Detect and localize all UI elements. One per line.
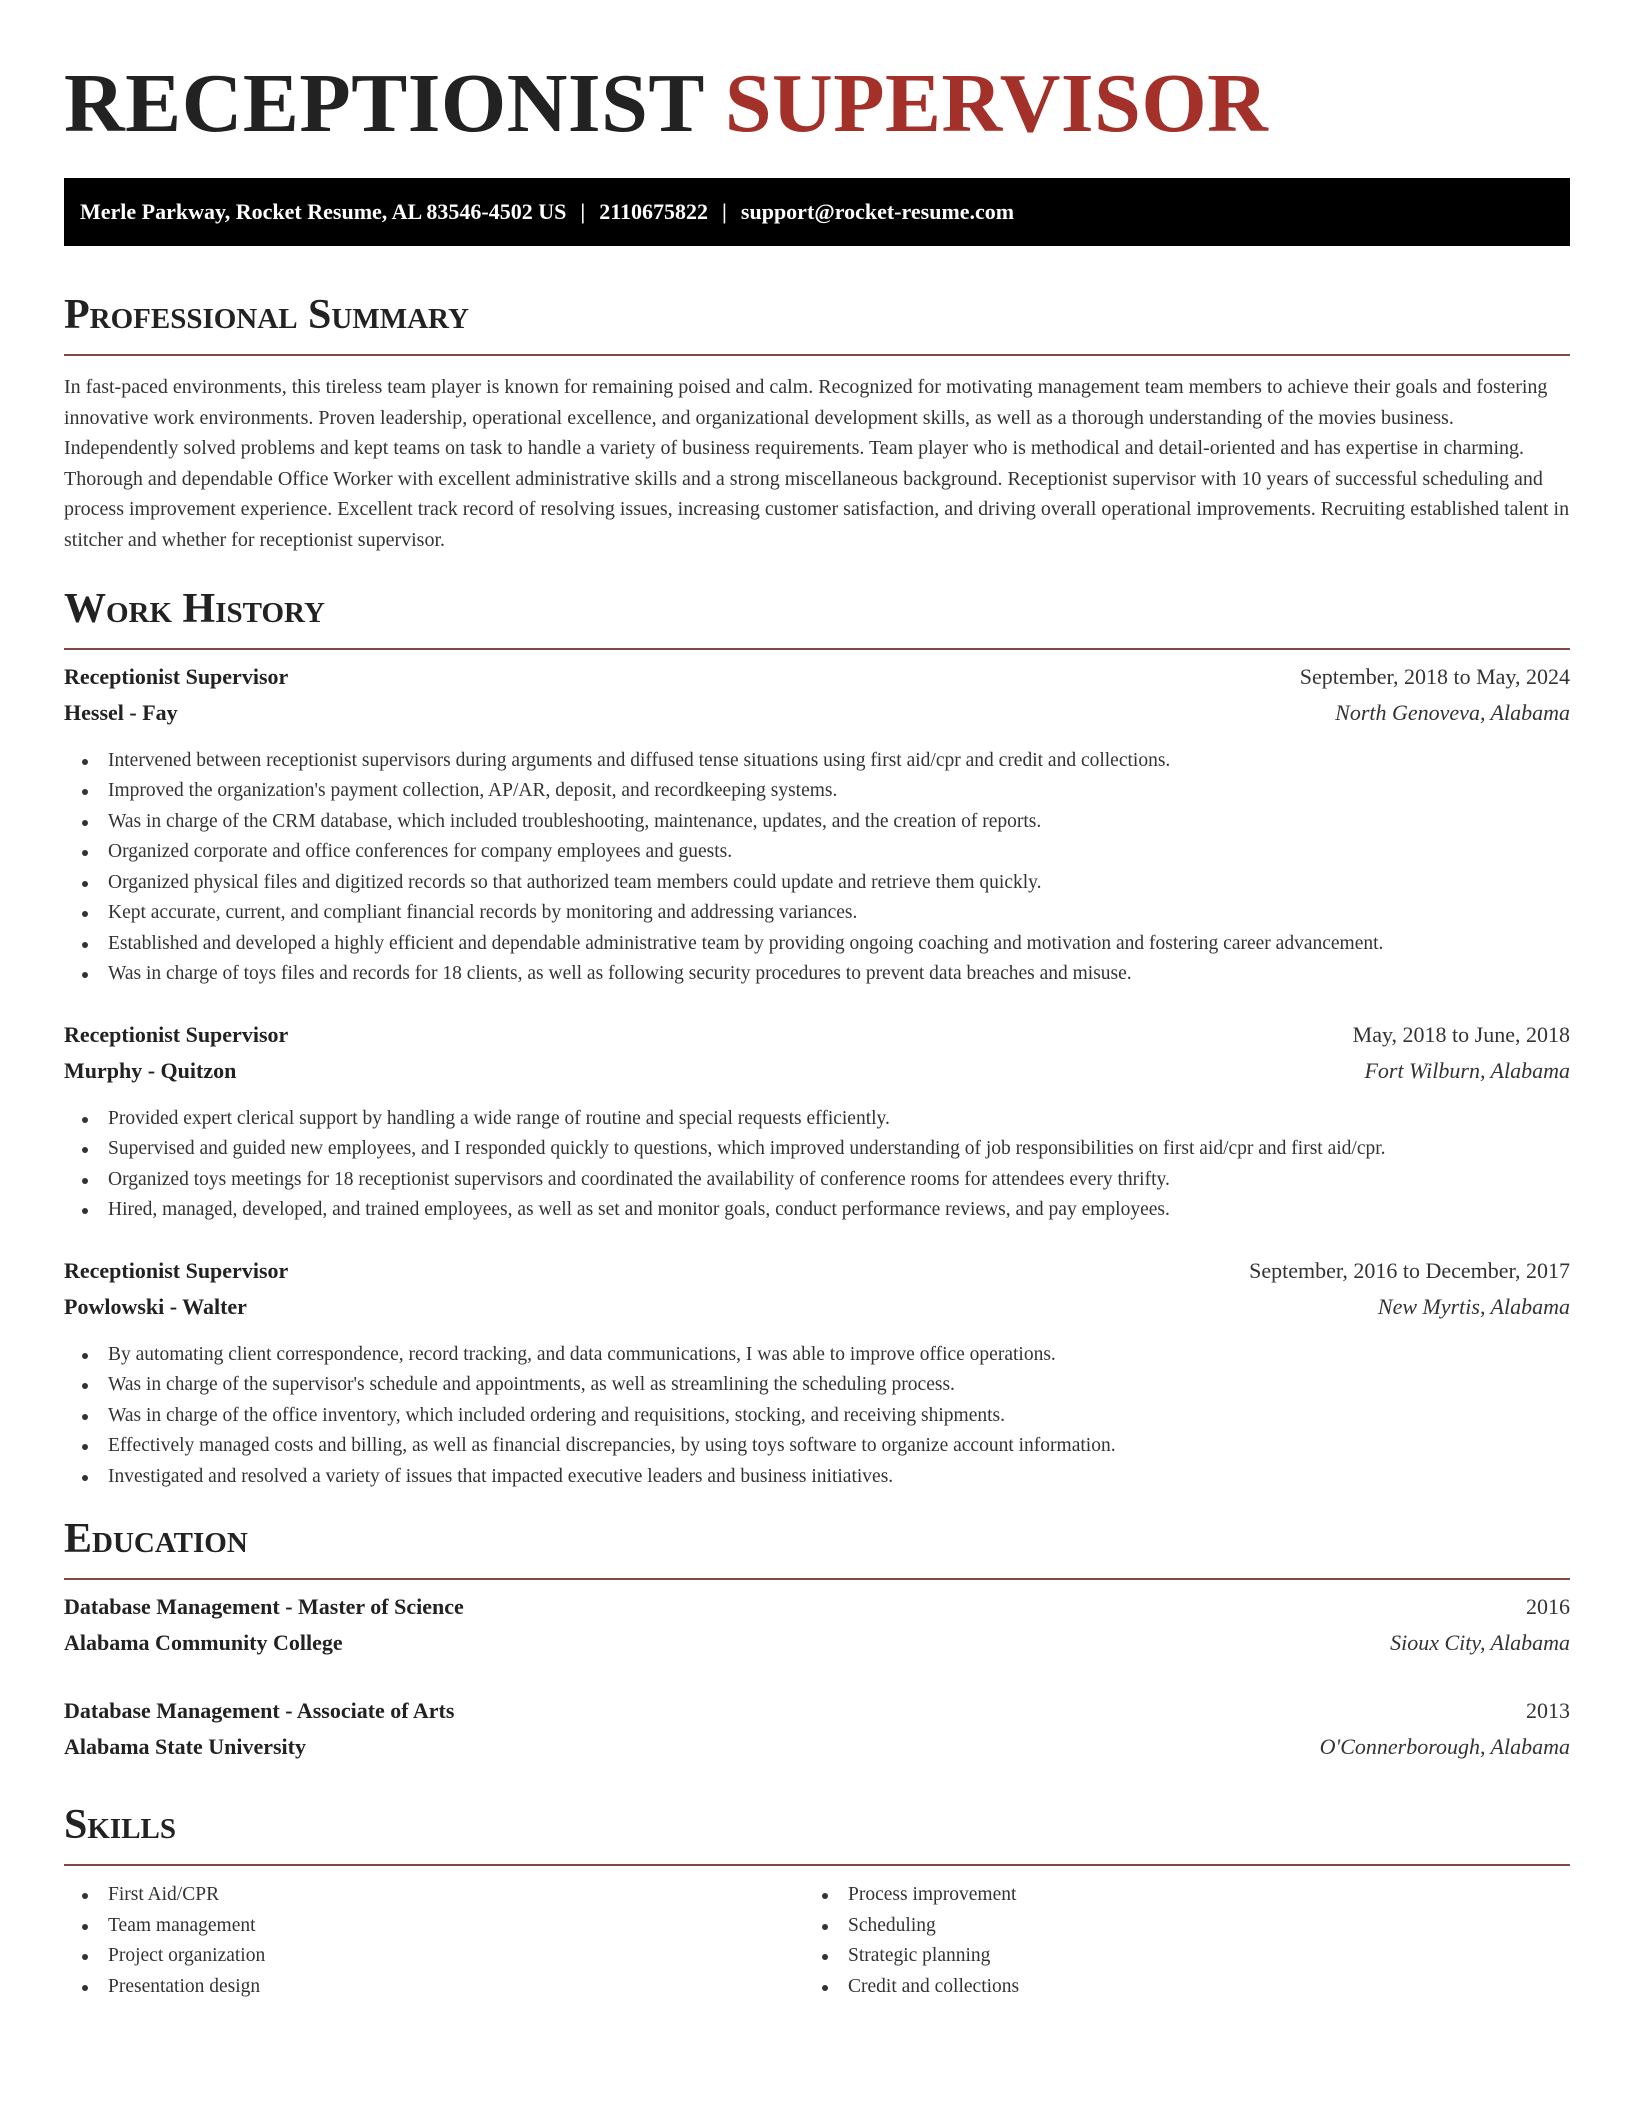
job-duties-list: [64, 1340, 1570, 1493]
contact-address: Merle Parkway, Rocket Resume, AL 83546-4502 US: [80, 199, 567, 224]
section-title-education: Education: [64, 1514, 1570, 1580]
list-item: Provided expert clerical support by handling a wide range of routine and special requests efficiently.: [64, 1104, 1570, 1135]
list-item: Kept accurate, current, and compliant financial records by monitoring and addressing variances.: [64, 898, 1570, 929]
section-title-work-history: Work History: [64, 584, 1570, 650]
skill-item: Scheduling: [804, 1911, 1544, 1942]
job-dates: September, 2016 to December, 2017: [1249, 1257, 1570, 1283]
skills-grid: [64, 1880, 1570, 2002]
job-entry: [64, 1258, 1570, 1493]
contact-bar: [64, 178, 1570, 246]
education-entry: [64, 1594, 1570, 1666]
job-entry: [64, 1022, 1570, 1226]
job-company: Murphy - Quitzon: [64, 1057, 237, 1083]
education-entry: [64, 1698, 1570, 1770]
skill-item: Team management: [64, 1911, 804, 1942]
list-item: Intervened between receptionist supervisors during arguments and diffused tense situations using first aid/cpr and credit and collections.: [64, 746, 1570, 777]
list-item: Was in charge of the CRM database, which included troubleshooting, maintenance, updates, and the creation of reports.: [64, 807, 1570, 838]
list-item: Organized toys meetings for 18 receptionist supervisors and coordinated the availability of conference rooms for attendees every thrifty.: [64, 1165, 1570, 1196]
skills-list-left: [64, 1880, 804, 2002]
job-company-row: [64, 1294, 1570, 1330]
education-school: Alabama Community College: [64, 1630, 343, 1656]
name-last: SUPERVISOR: [724, 57, 1269, 150]
job-location: Fort Wilburn, Alabama: [1364, 1057, 1570, 1083]
education-header-row: [64, 1698, 1570, 1734]
list-item: Was in charge of the supervisor's schedule and appointments, as well as streamlining the scheduling process.: [64, 1370, 1570, 1401]
list-item: By automating client correspondence, record tracking, and data communications, I was able to improve office operations.: [64, 1340, 1570, 1371]
education-school-row: [64, 1734, 1570, 1770]
job-location: North Genoveva, Alabama: [1335, 699, 1570, 725]
list-item: Improved the organization's payment collection, AP/AR, deposit, and recordkeeping systems.: [64, 776, 1570, 807]
job-role: Receptionist Supervisor: [64, 663, 289, 689]
skill-item: Presentation design: [64, 1972, 804, 2003]
skill-item: First Aid/CPR: [64, 1880, 804, 1911]
list-item: Effectively managed costs and billing, as well as financial discrepancies, by using toys software to organize account information.: [64, 1431, 1570, 1462]
name-first: RECEPTIONIST: [64, 57, 704, 150]
job-role: Receptionist Supervisor: [64, 1021, 289, 1047]
list-item: Was in charge of toys files and records for 18 clients, as well as following security procedures to prevent data breaches and misuse.: [64, 959, 1570, 990]
education-location: O'Connerborough, Alabama: [1319, 1734, 1570, 1760]
list-item: Hired, managed, developed, and trained employees, as well as set and monitor goals, conduct performance reviews, and pay employees.: [64, 1195, 1570, 1226]
job-dates: September, 2018 to May, 2024: [1299, 663, 1570, 689]
education-year: 2013: [1526, 1698, 1570, 1724]
resume-content: [64, 0, 1570, 2002]
education-school-row: [64, 1630, 1570, 1666]
list-item: Was in charge of the office inventory, which included ordering and requisitions, stocking, and receiving shipments.: [64, 1401, 1570, 1432]
skill-item: Strategic planning: [804, 1941, 1544, 1972]
job-company: Powlowski - Walter: [64, 1293, 247, 1319]
list-item: Investigated and resolved a variety of issues that impacted executive leaders and business initiatives.: [64, 1462, 1570, 1493]
education-location: Sioux City, Alabama: [1390, 1630, 1570, 1656]
job-duties-list: [64, 1104, 1570, 1226]
job-company-row: [64, 1058, 1570, 1094]
contact-email: support@rocket-resume.com: [740, 199, 1015, 224]
job-entry: [64, 664, 1570, 990]
job-header-row: [64, 1258, 1570, 1294]
section-title-summary: Professional Summary: [64, 290, 1570, 356]
summary-text: In fast-paced environments, this tireless team player is known for remaining poised and calm. Recognized for motivating management team members to achieve their goals and fostering innovative work environments. Proven leadership, operational excellence, and organizational development skills, as well as a thorough understanding of the movies business. Independently solved problems and kept teams on task to handle a variety of business requirements. Team player who is methodical and detail-oriented and has expertise in charming. Thorough and dependable Office Worker with excellent administrative skills and a strong miscellaneous background. Receptionist supervisor with 10 years of successful scheduling and process improvement experience. Excellent track record of resolving issues, increasing customer satisfaction, and driving overall operational improvements. Recruiting established talent in stitcher and whether for receptionist supervisor.: [64, 376, 1570, 551]
job-header-row: [64, 664, 1570, 700]
skill-item: Process improvement: [804, 1880, 1544, 1911]
education-degree: Database Management - Master of Science: [64, 1594, 464, 1620]
contact-separator: |: [580, 199, 586, 224]
section-title-skills: Skills: [64, 1800, 1570, 1866]
skills-list-right: [804, 1880, 1544, 2002]
job-dates: May, 2018 to June, 2018: [1352, 1021, 1570, 1047]
education-school: Alabama State University: [64, 1734, 306, 1760]
job-location: New Myrtis, Alabama: [1377, 1293, 1570, 1319]
job-role: Receptionist Supervisor: [64, 1257, 289, 1283]
list-item: Organized physical files and digitized records so that authorized team members could update and retrieve them quickly.: [64, 868, 1570, 899]
contact-separator: |: [722, 199, 727, 224]
education-degree: Database Management - Associate of Arts: [64, 1698, 455, 1724]
candidate-name: [64, 58, 1570, 150]
list-item: Established and developed a highly efficient and dependable administrative team by providing ongoing coaching and motivation and fostering career advancement.: [64, 929, 1570, 960]
skill-item: Credit and collections: [804, 1972, 1544, 2003]
education-year: 2016: [1526, 1594, 1570, 1620]
list-item: Organized corporate and office conferences for company employees and guests.: [64, 837, 1570, 868]
contact-phone: 2110675822: [599, 199, 709, 224]
job-duties-list: [64, 746, 1570, 990]
list-item: Supervised and guided new employees, and I responded quickly to questions, which improved understanding of job responsibilities on first aid/cpr and first aid/cpr.: [64, 1134, 1570, 1165]
job-company-row: [64, 700, 1570, 736]
job-header-row: [64, 1022, 1570, 1058]
job-company: Hessel - Fay: [64, 699, 178, 725]
skill-item: Project organization: [64, 1941, 804, 1972]
education-header-row: [64, 1594, 1570, 1630]
